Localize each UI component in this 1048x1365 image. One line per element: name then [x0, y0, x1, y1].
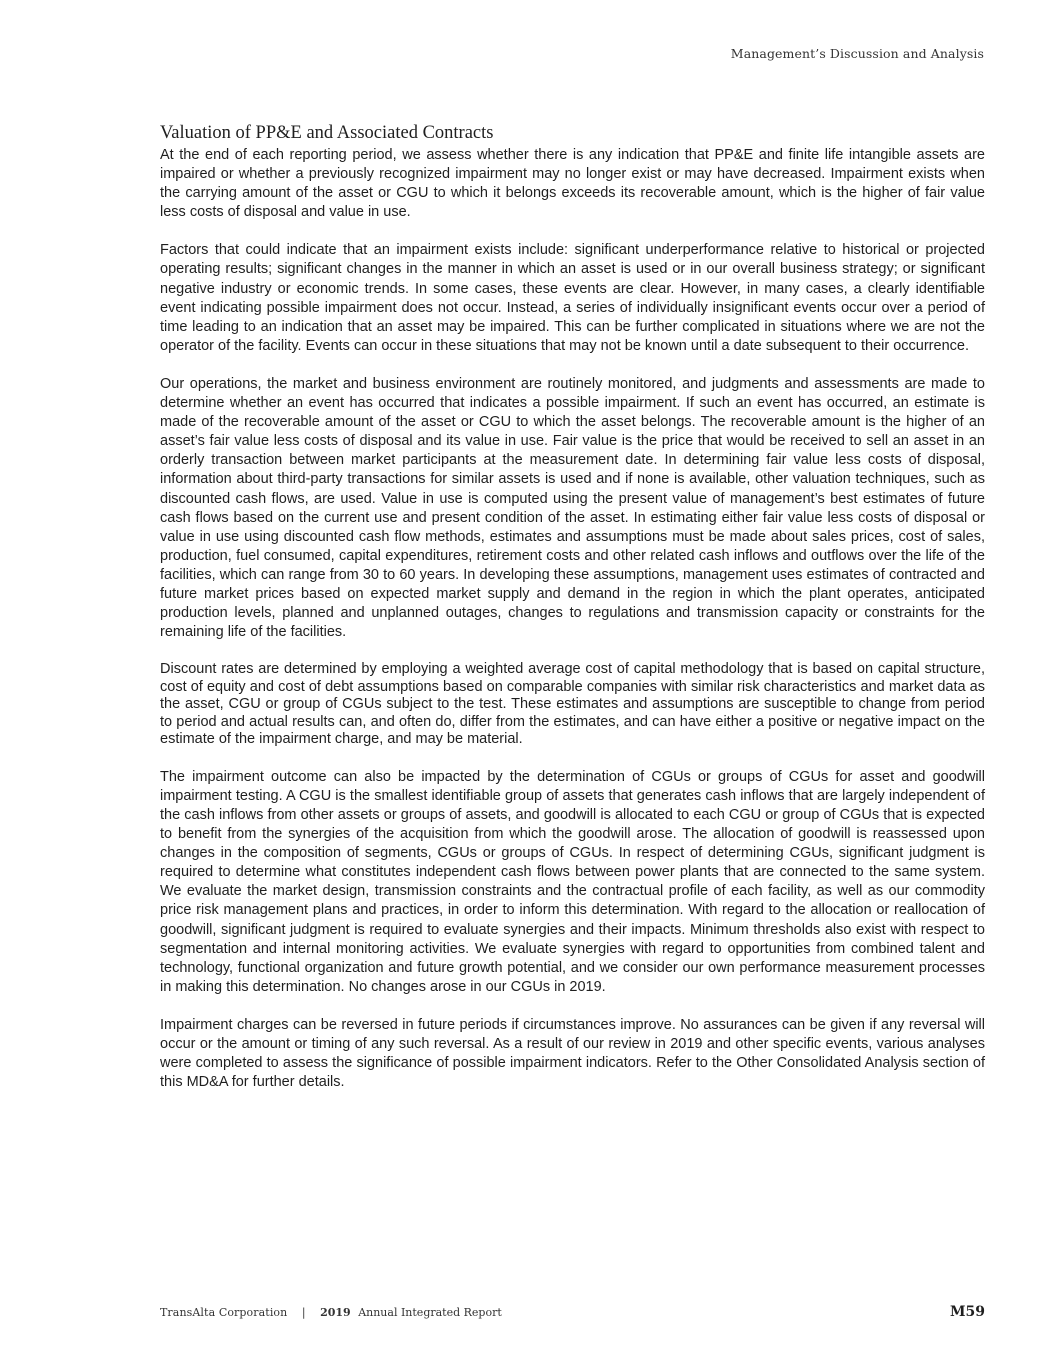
footer-report-name: Annual Integrated Report: [358, 1306, 502, 1319]
paragraph-cgu-determination: The impairment outcome can also be impacted by the determination of CGUs or groups of CGUs for asset and goodwill impairment testing. A CGU is the smallest identifiable group of assets that generates cash inflows that are largely independent of the cash inflows from other assets or groups of assets, and goodwill is allocated to each CGU or group of CGUs that is expected to benefit from the synergies of the acquisition from which the goodwill arose. The allocation of goodwill is reassessed upon changes in the composition of segments, CGUs or groups of CGUs. In respect of determining CGUs, significant judgment is required to determine what constitutes independent cash flows between power plants that are connected to the same system. We evaluate the market design, transmission constraints and the contractual profile of each facility, as well as our commodity price risk management plans and practices, in order to inform this determination. With regard to the allocation or reallocation of goodwill, significant judgment is required to evaluate synergies and their impacts. Minimum thresholds also exist with respect to segmentation and internal monitoring activities. We evaluate synergies with regard to opportunities from combined talent and technology, functional organization and future growth potential, and we consider our own performance measurement processes in making this determination. No changes arose in our CGUs in 2019.: [160, 768, 985, 995]
footer-company: TransAlta Corporation: [160, 1306, 288, 1319]
footer-divider: |: [301, 1306, 306, 1319]
footer-year: 2019: [320, 1306, 351, 1319]
section-title: Valuation of PP&E and Associated Contracts: [160, 123, 494, 143]
running-header: Management’s Discussion and Analysis: [730, 46, 984, 61]
page-footer: [160, 1306, 985, 1319]
paragraph-discount-rates: Discount rates are determined by employing a weighted average cost of capital methodology that is based on capital structure, cost of equity and cost of debt assumptions based on comparable companies with similar risk characteristics and market data as the asset, CGU or group of CGUs subject to the test. These estimates and assumptions are susceptible to change from period to period and actual results can, and often do, differ from the estimates, and can have either a positive or negative impact on the estimate of the impairment charge, and may be material.: [160, 661, 985, 748]
paragraph-impairment-reversal: Impairment charges can be reversed in future periods if circumstances improve. No assurances can be given if any reversal will occur or the amount or timing of any such reversal. As a result of our review in 2019 and other specific events, various analyses were completed to assess the significance of possible impairment indicators. Refer to the Other Consolidated Analysis section of this MD&A for further details.: [160, 1016, 985, 1091]
paragraph-impairment-assessment: At the end of each reporting period, we assess whether there is any indication that PP&E and finite life intangible assets are impaired or whether a previously recognized impairment may no longer exist or may have decreased. Impairment exists when the carrying amount of the asset or CGU to which it belongs exceeds its recoverable amount, which is the higher of fair value less costs of disposal and value in use.: [160, 147, 985, 221]
page-number: M59: [950, 1304, 985, 1320]
paragraph-recoverable-amount: Our operations, the market and business environment are routinely monitored, and judgments and assessments are made to determine whether an event has occurred that indicates a possible impairment. If such an event has occurred, an estimate is made of the recoverable amount of the asset or CGU to which the asset belongs. The recoverable amount is the higher of an asset’s fair value less costs of disposal and its value in use. Fair value is the price that would be received to sell an asset in an orderly transaction between market participants at the measurement date. In determining fair value less costs of disposal, information about third-party transactions for similar assets is used and if none is available, other valuation techniques, such as discounted cash flows, are used. Value in use is computed using the present value of management’s best estimates of future cash flows based on the current use and present condition of the asset. In estimating either fair value less costs of disposal or value in use using discounted cash flow methods, estimates and assumptions must be made about sales prices, cost of sales, production, fuel consumed, capital expenditures, retirement costs and other related cash inflows and outflows over the life of the facilities, which can range from 30 to 60 years. In developing these assumptions, management uses estimates of contracted and future market prices based on expected market supply and demand in the region in which the plant operates, anticipated production levels, planned and unplanned outages, changes to regulations and transmission capacity or constraints for the remaining life of the facilities.: [160, 375, 985, 641]
paragraph-impairment-factors: Factors that could indicate that an impairment exists include: significant underperformance relative to historical or projected operating results; significant changes in the manner in which an asset is used or in our overall business strategy; or significant negative industry or economic trends. In some cases, these events are clear. However, in many cases, a clearly identifiable event indicating possible impairment does not occur. Instead, a series of individually insignificant events occur over a period of time leading to an indication that an asset may be impaired. This can be further complicated in situations where we are not the operator of the facility. Events can occur in these situations that may not be known until a date subsequent to their occurrence.: [160, 242, 985, 354]
main-content: [160, 123, 985, 1111]
